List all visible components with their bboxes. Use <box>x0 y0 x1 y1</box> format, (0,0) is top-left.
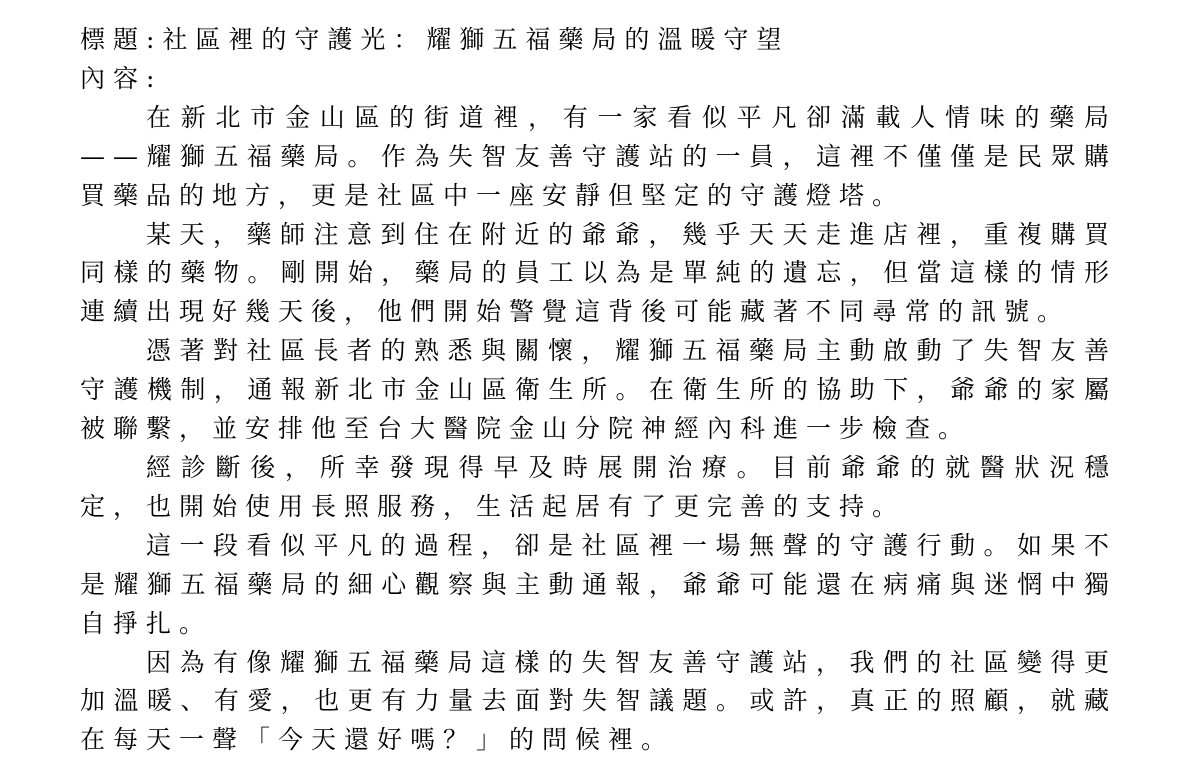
paragraph: 憑著對社區長者的熟悉與關懷，耀獅五福藥局主動啟動了失智友善守護機制，通報新北市金山區衛生所。在衛生所的協助下，爺爺的家屬被聯繫，並安排他至台大醫院金山分院神經內科進一步檢查。 <box>80 336 1117 444</box>
content-label: 內容: <box>80 63 163 93</box>
paragraph: 經診斷後，所幸發現得早及時展開治療。目前爺爺的就醫狀況穩定，也開始使用長照服務，生活起居有了更完善的支持。 <box>80 452 1117 521</box>
paragraph: 因為有像耀獅五福藥局這樣的失智友善守護站，我們的社區變得更加溫暖、有愛，也更有力量去面對失智議題。或許，真正的照顧，就藏在每天一聲「今天還好嗎？」的問候裡。 <box>80 647 1117 755</box>
paragraph: 某天，藥師注意到住在附近的爺爺，幾乎天天走進店裡，重複購買同樣的藥物。剛開始，藥局的員工以為是單純的遺忘，但當這樣的情形連續出現好幾天後，他們開始警覺這背後可能藏著不同尋常的訊號。 <box>80 219 1117 327</box>
document-body <box>80 99 1117 760</box>
paragraph: 在新北市金山區的街道裡，有一家看似平凡卻滿載人情味的藥局——耀獅五福藥局。作為失智友善守護站的一員，這裡不僅僅是民眾購買藥品的地方，更是社區中一座安靜但堅定的守護燈塔。 <box>80 102 1117 210</box>
document-title: 標題:社區裡的守護光：耀獅五福藥局的溫暖守望 <box>80 25 790 54</box>
paragraph: 這一段看似平凡的過程，卻是社區裡一場無聲的守護行動。如果不是耀獅五福藥局的細心觀察與主動通報，爺爺可能還在病痛與迷惘中獨自掙扎。 <box>80 530 1117 638</box>
